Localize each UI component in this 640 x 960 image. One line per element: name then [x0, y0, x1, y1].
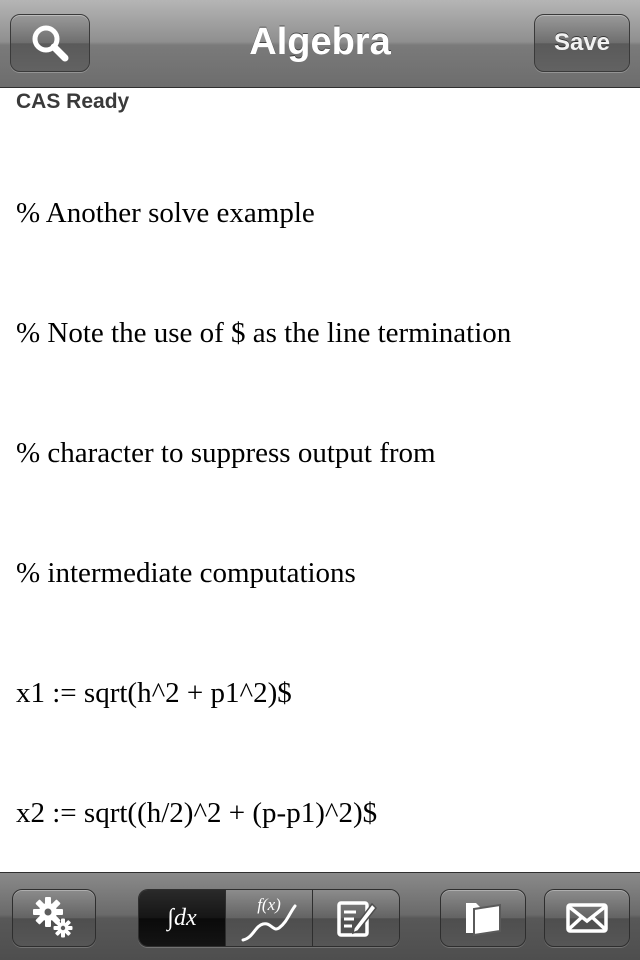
files-button[interactable] [440, 889, 526, 947]
code-line: % Another solve example [16, 197, 315, 229]
bottom-toolbar [0, 872, 640, 960]
tab-integral[interactable] [139, 890, 226, 946]
search-icon [28, 21, 72, 65]
mode-segmented-control [138, 889, 400, 947]
navigation-bar [0, 0, 640, 88]
integral-icon: ∫dx [167, 904, 197, 931]
svg-text:f(x): f(x) [257, 895, 281, 914]
save-button[interactable] [534, 14, 630, 72]
folder-icon [460, 895, 506, 941]
tab-function-plot[interactable] [226, 890, 313, 946]
code-line: % Note the use of $ as the line termination [16, 317, 512, 349]
mail-icon [563, 898, 611, 938]
code-line: x2 := sqrt((h/2)^2 + (p-p1)^2)$ [16, 797, 378, 829]
code-line: % intermediate computations [16, 557, 356, 589]
function-plot-icon [237, 892, 301, 944]
search-button[interactable] [10, 14, 90, 72]
code-editor[interactable] [16, 113, 628, 873]
settings-button[interactable] [12, 889, 96, 947]
status-text: CAS Ready [16, 90, 130, 113]
save-button-label: Save [553, 29, 611, 56]
gears-icon [30, 894, 78, 942]
code-line: x1 := sqrt(h^2 + p1^2)$ [16, 677, 292, 709]
tab-edit-notes[interactable] [313, 890, 399, 946]
code-line: % character to suppress output from [16, 437, 436, 469]
page-title: Algebra [249, 21, 391, 63]
edit-notes-icon [334, 896, 378, 940]
mail-button[interactable] [544, 889, 630, 947]
